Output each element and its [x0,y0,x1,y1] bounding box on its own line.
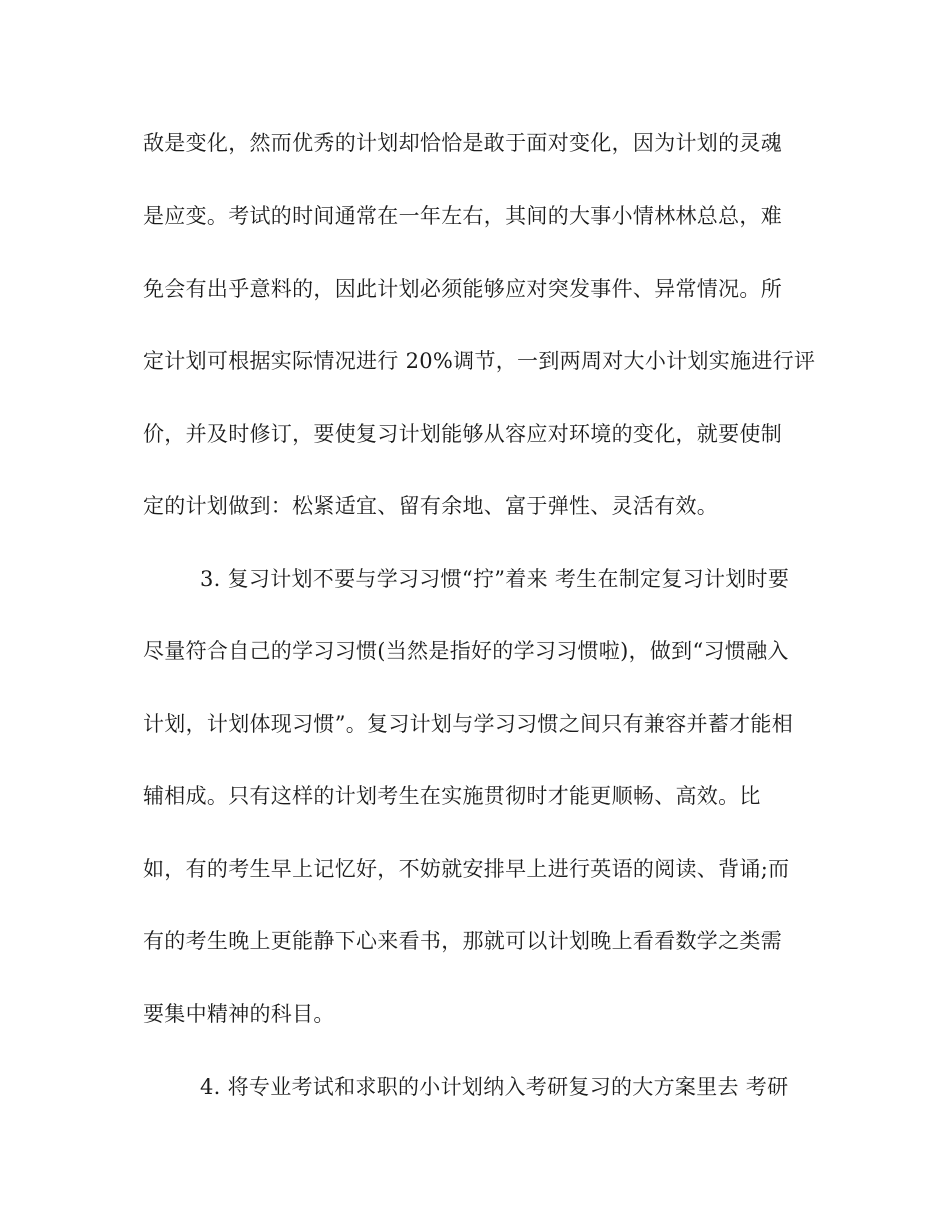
section-heading-line: 3. 复习计划不要与学习习惯“拧”着来 考生在制定复习计划时要 [200,567,790,591]
paragraph-line: 价，并及时修订，要使复习计划能够从容应对环境的变化，就要使制 [143,422,782,446]
paragraph-line: 定计划可根据实际情况进行 20%调节，一到两周对大小计划实施进行评 [143,349,816,373]
paragraph-line: 敌是变化，然而优秀的计划却恰恰是敢于面对变化，因为计划的灵魂 [143,131,782,155]
paragraph-line: 计划，计划体现习惯”。复习计划与学习习惯之间只有兼容并蓄才能相 [143,712,794,736]
paragraph-line: 尽量符合自己的学习习惯(当然是指好的学习习惯啦)，做到“习惯融入 [143,639,789,663]
paragraph-line: 要集中精神的科目。 [143,1002,335,1026]
paragraph-line: 定的计划做到：松紧适宜、留有余地、富于弹性、灵活有效。 [143,494,719,518]
paragraph-line: 是应变。考试的时间通常在一年左右，其间的大事小情林林总总，难 [143,204,782,228]
paragraph-line: 辅相成。只有这样的计划考生在实施贯彻时才能更顺畅、高效。比 [143,784,761,808]
paragraph-line: 免会有出乎意料的，因此计划必须能够应对突发事件、异常情况。所 [143,277,782,301]
paragraph-line: 有的考生晚上更能静下心来看书，那就可以计划晚上看看数学之类需 [143,929,782,953]
paragraph-line: 如，有的考生早上记忆好，不妨就安排早上进行英语的阅读、背诵;而 [143,857,790,881]
section-heading-line: 4. 将专业考试和求职的小计划纳入考研复习的大方案里去 考研 [200,1075,789,1099]
